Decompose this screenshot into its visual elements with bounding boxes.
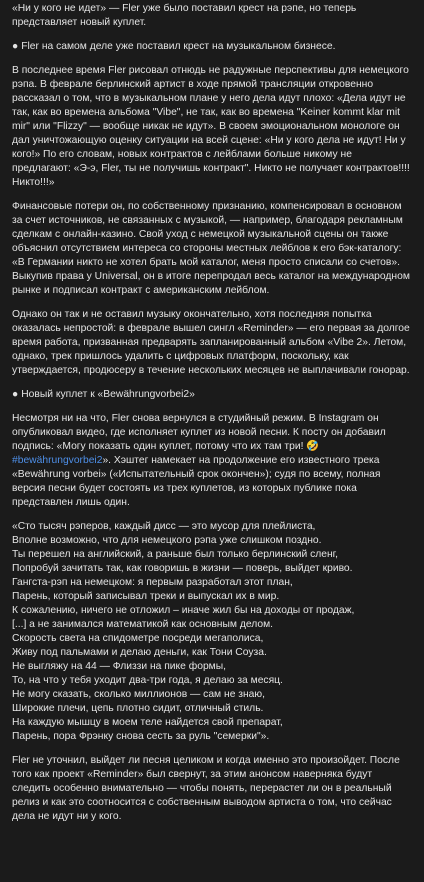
closing-paragraph: Fler не уточнил, выйдет ли песня целиком и когда именно это произойдет. После того как проект «Reminder» был свернут, за этим анонсом наверняка будут следить особенно внимательно — чтобы понять, перерастет ли он в реальный релиз и как это соотносится с собственным выводом артиста о том, что сейчас дела не идут ни у кого. [12,755,400,822]
verse-line: Не могу сказать, сколько миллионов — сам не знаю, [12,689,265,700]
paragraph-instagram [12,412,412,510]
paragraph-stream: В последнее время Fler рисовал отнюдь не радужные перспективы для немецкого рэпа. В феврале берлинский артист в ходе прямой трансляции откровенно рассказал о том, что в музыкальном плане у него дела идут плохо: «Дела идут не так, как во времена альбома "Vibe", не так, как во времена "Keiner kommt klar mit mir" или "Flizzy" — вообще никак не идут». В своем эмоциональном монологе он дал уничтожающую оценку ситуации на всей сцене: «Ни у кого дела не идут! Ни у кого!» По его словам, новых контрактов с лейблами больше никому не предлагают: «Э-э, Fler, ты не получишь контракт". Никто не получает контрактов!!!! Никто!!!» [12,65,410,188]
section-heading-text: Fler на самом деле уже поставил крест на музыкальном бизнесе. [21,41,336,52]
paragraph-text: ». Хэштег намекает на продолжение его известного трека «Bewährung vorbei» («Испытательный срок окончен»); судя по всему, полная версия песни будет состоять из трех куплетов, из которых публике пока представлен лишь один. [12,455,381,508]
section-heading-business [12,40,412,54]
paragraph-finances: Финансовые потери он, по собственному признанию, компенсировал в основном за счет источников, не связанных с музыкой, — например, благодаря рекламным сделкам с онлайн-казино. Свой уход с немецкой музыкальной сцены он также объяснил отсутствием интереса со стороны местных лейблов к его бэк-каталогу: «В Германии никто не хотел брать мой каталог, меня просто списали со счетов». Выкупив права у Universal, он в итоге перепродал весь каталог на международном рынке и подписал контракт с американским лейблом. [12,201,410,296]
verse-line: Ты перешел на английский, а раньше был только берлинский сленг, [12,549,339,560]
verse-line: То, на что у тебя уходит два-три года, я делаю за месяц. [12,675,283,686]
verse-line: Попробуй зачитать так, как говоришь в жизни — поверь, выйдет криво. [12,563,353,574]
verse-line: Парень, который записывал треки и выпускал их в мир. [12,591,280,602]
section-heading-text: Новый куплет к «Bewährungvorbei2» [21,389,195,400]
bullet-icon: ● [12,41,19,52]
verse-line: «Сто тысяч рэперов, каждый дисс — это мусор для плейлиста, [12,521,316,532]
verse-line: К сожалению, ничего не отложил – иначе жил бы на доходы от продаж, [12,605,355,616]
verse-line: На каждую мышцу в моем теле найдется свой препарат, [12,717,283,728]
verse-line: Живу под пальмами и делаю деньги, как Тони Соуза. [12,647,267,658]
verse-line: Гангста-рэп на немецком: я первым разработал этот план, [12,577,293,588]
verse-line: Широкие плечи, цепь плотно сидит, отличный стиль. [12,703,264,714]
section-heading-verse [12,388,412,402]
verse-line: Вполне возможно, что для немецкого рэпа уже слишком поздно. [12,535,322,546]
verse-line: Не выгляжу на 44 — Флиззи на пике формы, [12,661,227,672]
paragraph-reminder: Однако он так и не оставил музыку окончательно, хотя последняя попытка оказалась непростой: в феврале вышел сингл «Reminder» — его первая за долгое время работа, призванная предварять запланированный альбом «Vibe 2». Летом, однако, трек пришлось удалить с цифровых платформ, поскольку, как утверждается, продюсеру в течение нескольких месяцев не выплачивали гонорар. [12,309,410,376]
verse-line: Скорость света на спидометре посреди мегаполиса, [12,633,264,644]
verse-line: [...] а не занимался математикой как основным делом. [12,619,274,630]
hashtag-link[interactable]: #bewährungvorbei2 [12,455,103,466]
intro-paragraph: «Ни у кого не идет» — Fler уже было поставил крест на рэпе, но теперь представляет новый куплет. [12,3,357,28]
verse-line: Парень, пора Фрэнку снова сесть за руль "семерки"». [12,731,270,742]
verse-lyrics [12,520,412,744]
paragraph-text: Несмотря ни на что, Fler снова вернулся в студийный режим. В Instagram он опубликовал видео, где исполняет куплет из новой песни. К посту он добавил подпись: «Могу показать один куплет, потому что их там три! 🤣 [12,413,386,452]
bullet-icon: ● [12,389,19,400]
